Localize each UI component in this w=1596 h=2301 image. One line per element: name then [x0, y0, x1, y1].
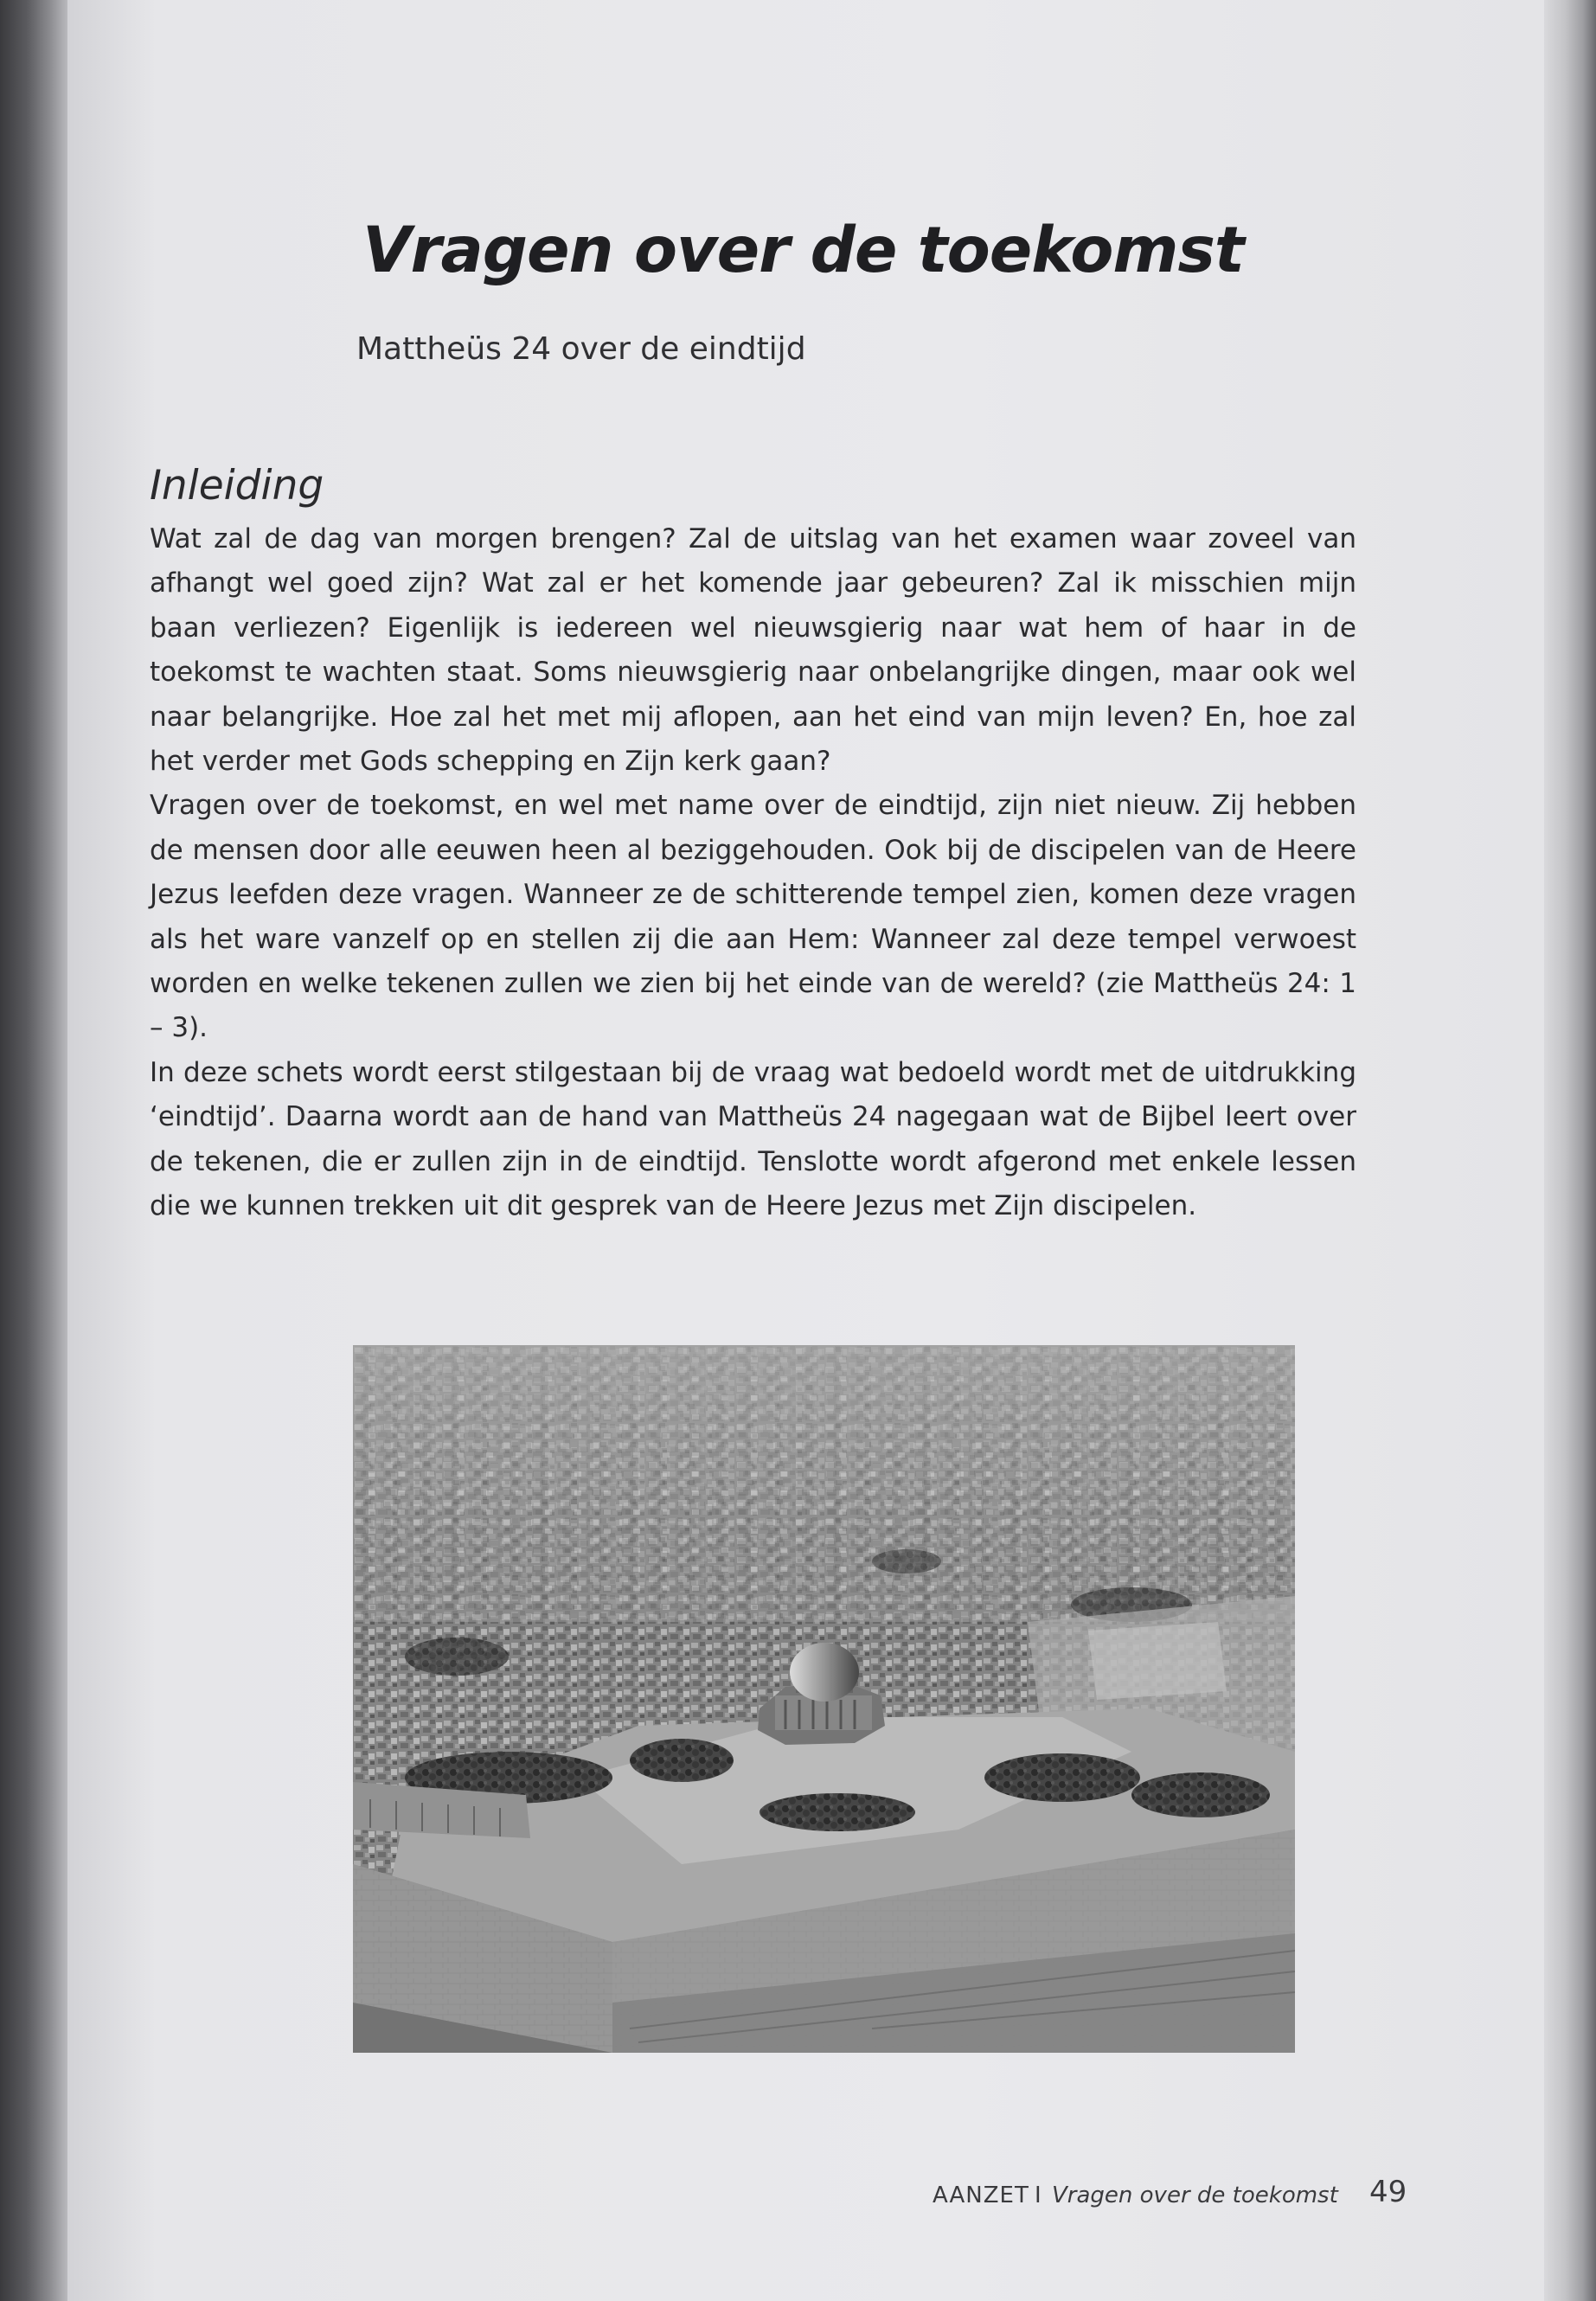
paragraph: Vragen over de toekomst, en wel met name over de eindtijd, zijn niet nieuw. Zij hebben de mensen door alle eeuwen heen al beziggehouden. Ook bij de discipelen van de Heere Jezus leefden deze vragen. Wanneer ze de schitterende tempel zien, komen deze vragen als het ware vanzelf op en stellen zij die aan Hem: Wanneer zal deze tempel verwoest worden en welke tekenen zullen we zien bij het einde van de wereld? (zie Mattheüs 24: 1 – 3).: [150, 790, 1356, 1044]
page-title: Vragen over de toekomst: [362, 214, 1244, 287]
book-binding: [0, 0, 67, 2301]
temple-mount-photo: [353, 1345, 1295, 2053]
footer-separator: I: [1035, 2182, 1042, 2208]
section-heading: Inleiding: [150, 462, 324, 510]
page-edge: [1544, 0, 1596, 2301]
page-footer: [933, 2175, 1417, 2214]
body-text: [150, 517, 1356, 1229]
book-page: [67, 0, 1544, 2301]
paragraph: In deze schets wordt eerst stilgestaan bij de vraag wat bedoeld wordt met de uitdrukking ‘eindtijd’. Daarna wordt aan de hand van Mattheüs 24 nagegaan wat de Bijbel leert over de tekenen, die er zullen zijn in de eindtijd. Tenslotte wordt afgerond met enkele lessen die we kunnen trekken uit dit gesprek van de Heere Jezus met Zijn discipelen.: [150, 1056, 1356, 1222]
footer-chapter: Vragen over de toekomst: [1052, 2182, 1338, 2208]
page-subtitle: Mattheüs 24 over de eindtijd: [356, 331, 806, 367]
paragraph: Wat zal de dag van morgen brengen? Zal de uitslag van het examen waar zoveel van afhangt wel goed zijn? Wat zal er het komende jaar gebeuren? Zal ik misschien mijn baan verliezen? Eigenlijk is iedereen wel nieuwsgierig naar wat hem of haar in de toekomst te wachten staat. Soms nieuwsgierig naar onbelangrijke dingen, maar ook wel naar belangrijke. Hoe zal het met mij aflopen, aan het eind van mijn leven? En, hoe zal het verder met Gods schepping en Zijn kerk gaan?: [150, 523, 1356, 778]
footer-series: AANZET: [933, 2182, 1029, 2208]
page-number: 49: [1369, 2175, 1407, 2209]
